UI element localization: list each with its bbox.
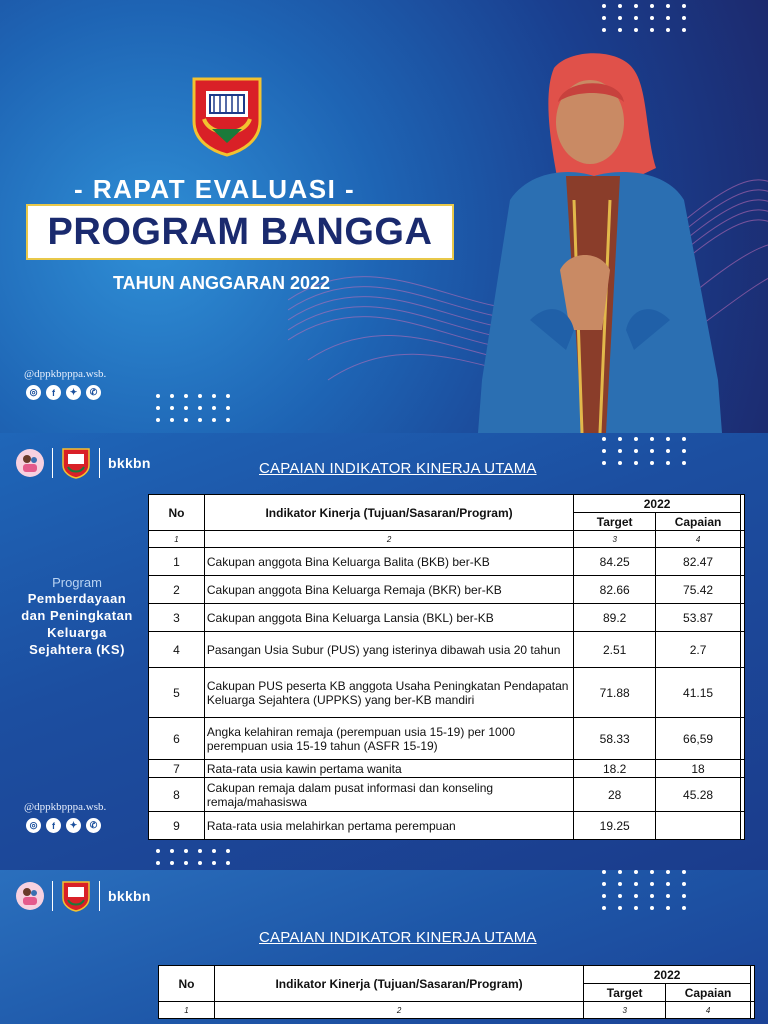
program-label-block [18, 575, 136, 658]
index-row [149, 531, 745, 548]
table-row [149, 632, 745, 668]
row-target-cell: 18.2 [574, 760, 656, 778]
row-indicator-cell: Angka kelahiran remaja (perempuan usia 15-19) per 1000 perempuan usia 15-19 tahun (ASFR 15-19) [204, 718, 573, 760]
table-edge-cell [740, 812, 744, 840]
row-indicator-cell: Cakupan PUS peserta KB anggota Usaha Peningkatan Pendapatan Keluarga Sejahtera (UPPKS) yang ber-KB mandiri [204, 668, 573, 718]
kpi-slide-next [0, 870, 768, 1024]
row-achievement-cell: 41.15 [656, 668, 741, 718]
index-cell: 2 [204, 531, 573, 548]
table-row [149, 760, 745, 778]
decorative-dots [156, 394, 230, 422]
table-edge-cell [740, 760, 744, 778]
row-achievement-cell: 66,59 [656, 718, 741, 760]
row-target-cell: 84.25 [574, 548, 656, 576]
header-achievement: Capaian [656, 513, 741, 531]
instagram-icon[interactable]: ◎ [26, 818, 41, 833]
row-achievement-cell: 45.28 [656, 778, 741, 812]
row-achievement-cell: 75.42 [656, 576, 741, 604]
index-cell: 1 [149, 531, 205, 548]
header-target: Target [584, 984, 666, 1002]
social-handle: @dppkbpppa.wsb. [24, 368, 107, 380]
header-no: No [149, 495, 205, 531]
whatsapp-icon[interactable]: ✆ [86, 385, 101, 400]
partner-logos [16, 447, 151, 479]
table-row [149, 778, 745, 812]
row-indicator-cell: Cakupan anggota Bina Keluarga Balita (BKB) ber-KB [204, 548, 573, 576]
cover-title: PROGRAM BANGGA [47, 210, 433, 253]
header-year: 2022 [584, 966, 751, 984]
table-edge-cell [740, 718, 744, 760]
cover-subtitle: - RAPAT EVALUASI - [74, 174, 356, 204]
row-no-cell: 8 [149, 778, 205, 812]
official-portrait-illustration [470, 50, 730, 433]
table-edge-cell [740, 668, 744, 718]
table-row [149, 718, 745, 760]
table-edge-cell [740, 576, 744, 604]
row-achievement-cell: 82.47 [656, 548, 741, 576]
twitter-icon[interactable]: ✦ [66, 385, 81, 400]
row-no-cell: 4 [149, 632, 205, 668]
table-row [149, 548, 745, 576]
bkkbn-logo: bkkbn [108, 888, 151, 904]
index-cell: 4 [666, 1002, 751, 1019]
family-mascot-logo [16, 882, 44, 910]
row-indicator-cell: Cakupan anggota Bina Keluarga Lansia (BKL) ber-KB [204, 604, 573, 632]
header-indicator: Indikator Kinerja (Tujuan/Sasaran/Program) [214, 966, 583, 1002]
header-achievement: Capaian [666, 984, 751, 1002]
program-label: Program [52, 575, 102, 590]
row-no-cell: 6 [149, 718, 205, 760]
table-row [149, 812, 745, 840]
decorative-dots [602, 870, 686, 910]
index-cell: 1 [159, 1002, 215, 1019]
row-achievement-cell: 18 [656, 760, 741, 778]
table-row [149, 668, 745, 718]
row-indicator-cell: Rata-rata usia kawin pertama wanita [204, 760, 573, 778]
social-icons [26, 385, 101, 400]
row-no-cell: 3 [149, 604, 205, 632]
section-title: CAPAIAN INDIKATOR KINERJA UTAMA [259, 929, 537, 946]
header-no: No [159, 966, 215, 1002]
table-edge-cell [740, 632, 744, 668]
decorative-dots [156, 849, 230, 865]
header-year: 2022 [574, 495, 741, 513]
whatsapp-icon[interactable]: ✆ [86, 818, 101, 833]
row-target-cell: 71.88 [574, 668, 656, 718]
decorative-dots [602, 4, 686, 32]
row-no-cell: 1 [149, 548, 205, 576]
row-no-cell: 2 [149, 576, 205, 604]
table-edge-cell [740, 778, 744, 812]
row-target-cell: 89.2 [574, 604, 656, 632]
index-cell: 2 [214, 1002, 583, 1019]
row-target-cell: 2.51 [574, 632, 656, 668]
cover-title-box [26, 204, 454, 260]
section-title: CAPAIAN INDIKATOR KINERJA UTAMA [259, 460, 537, 477]
row-target-cell: 82.66 [574, 576, 656, 604]
cover-slide [0, 0, 768, 433]
social-handle: @dppkbpppa.wsb. [24, 801, 107, 813]
row-achievement-cell: 2.7 [656, 632, 741, 668]
regency-crest-logo [190, 75, 264, 157]
table-row [149, 604, 745, 632]
twitter-icon[interactable]: ✦ [66, 818, 81, 833]
row-target-cell: 19.25 [574, 812, 656, 840]
row-achievement-cell: 53.87 [656, 604, 741, 632]
table-edge-cell [740, 604, 744, 632]
row-indicator-cell: Pasangan Usia Subur (PUS) yang isterinya dibawah usia 20 tahun [204, 632, 573, 668]
header-indicator: Indikator Kinerja (Tujuan/Sasaran/Program) [204, 495, 573, 531]
kpi-slide [0, 433, 768, 870]
cover-year-label: TAHUN ANGGARAN 2022 [113, 273, 331, 293]
row-indicator-cell: Cakupan anggota Bina Keluarga Remaja (BKR) ber-KB [204, 576, 573, 604]
index-cell: 4 [656, 531, 741, 548]
row-indicator-cell: Rata-rata usia melahirkan pertama perempuan [204, 812, 573, 840]
index-cell: 3 [584, 1002, 666, 1019]
decorative-dots [602, 437, 686, 465]
row-no-cell: 5 [149, 668, 205, 718]
row-no-cell: 9 [149, 812, 205, 840]
table-row [149, 576, 745, 604]
program-name: Pemberdayaan dan Peningkatan Keluarga Sejahtera (KS) [21, 591, 133, 657]
kpi-table [158, 965, 755, 1019]
index-row [159, 1002, 755, 1019]
family-mascot-logo [16, 449, 44, 477]
row-indicator-cell: Cakupan remaja dalam pusat informasi dan konseling remaja/mahasiswa [204, 778, 573, 812]
header-target: Target [574, 513, 656, 531]
index-cell: 3 [574, 531, 656, 548]
row-target-cell: 28 [574, 778, 656, 812]
row-target-cell: 58.33 [574, 718, 656, 760]
facebook-icon[interactable]: f [46, 818, 61, 833]
bkkbn-logo: bkkbn [108, 455, 151, 471]
social-icons [26, 818, 101, 833]
regency-crest-logo [61, 447, 91, 479]
row-achievement-cell [656, 812, 741, 840]
kpi-table [148, 494, 745, 840]
facebook-icon[interactable]: f [46, 385, 61, 400]
instagram-icon[interactable]: ◎ [26, 385, 41, 400]
table-edge-cell [740, 548, 744, 576]
partner-logos [16, 880, 151, 912]
regency-crest-logo [61, 880, 91, 912]
row-no-cell: 7 [149, 760, 205, 778]
